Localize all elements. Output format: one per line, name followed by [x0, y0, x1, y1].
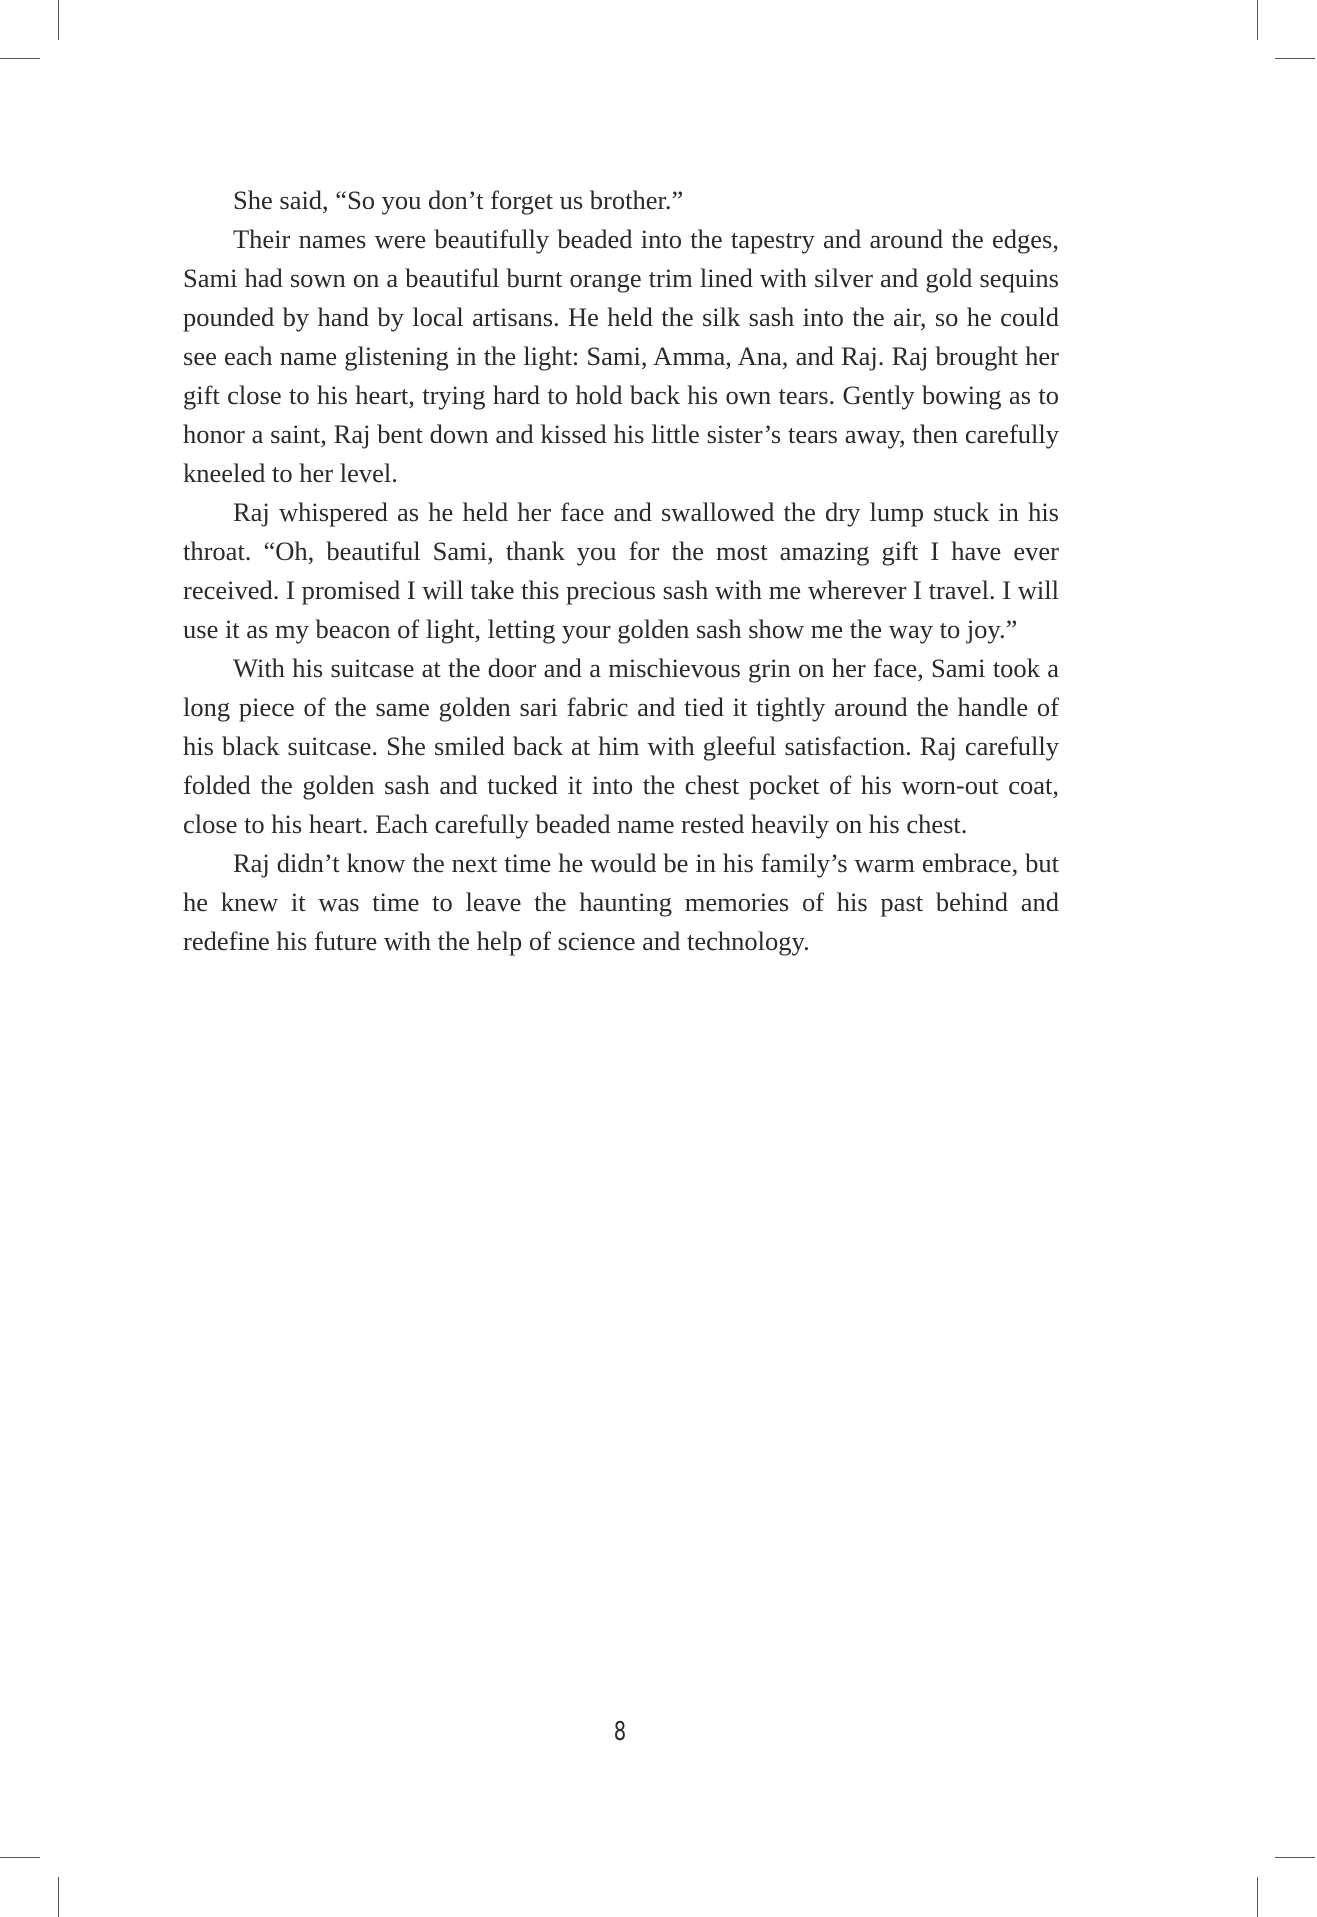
paragraph-3: Raj whispered as he held her face and swallowed the dry lump stuck in his throat. “Oh, beautiful Sami, thank you for the most amazing gift I have ever received. I promised I will take this precious sash with me wherever I travel. I will use it as my beacon of light, letting your golden sash show me the way to joy.”: [183, 497, 1059, 644]
paragraph-5: Raj didn’t know the next time he would be in his family’s warm embrace, but he knew it was time to leave the haunting memories of his past behind and redefine his future with the help of science and technology.: [183, 848, 1059, 956]
crop-mark-bottom-right-vertical: [1257, 1877, 1258, 1917]
crop-mark-top-right-horizontal: [1275, 58, 1315, 59]
crop-mark-top-left-vertical: [58, 0, 59, 40]
paragraph-1: She said, “So you don’t forget us brother.”: [233, 185, 684, 215]
crop-mark-bottom-left-vertical: [58, 1877, 59, 1917]
paragraph-4: With his suitcase at the door and a mischievous grin on her face, Sami took a long piece of the same golden sari fabric and tied it tightly around the handle of his black suitcase. She smiled back at him with gleeful satisfaction. Raj carefully folded the golden sash and tucked it into the chest pocket of his worn-out coat, close to his heart. Each carefully beaded name rested heavily on his chest.: [183, 653, 1059, 839]
crop-mark-bottom-right-horizontal: [1275, 1857, 1315, 1858]
body-text: [183, 181, 1059, 961]
page-number: 8: [613, 1717, 627, 1747]
paragraph-2: Their names were beautifully beaded into the tapestry and around the edges, Sami had sown on a beautiful burnt orange trim lined with silver and gold sequins pounded by hand by local artisans. He held the silk sash into the air, so he could see each name glistening in the light: Sami, Amma, Ana, and Raj. Raj brought her gift close to his heart, trying hard to hold back his own tears. Gently bowing as to honor a saint, Raj bent down and kissed his little sister’s tears away, then carefully kneeled to her level.: [183, 224, 1059, 488]
crop-mark-top-left-horizontal: [0, 58, 40, 59]
crop-mark-top-right-vertical: [1257, 0, 1258, 40]
crop-mark-bottom-left-horizontal: [0, 1857, 40, 1858]
